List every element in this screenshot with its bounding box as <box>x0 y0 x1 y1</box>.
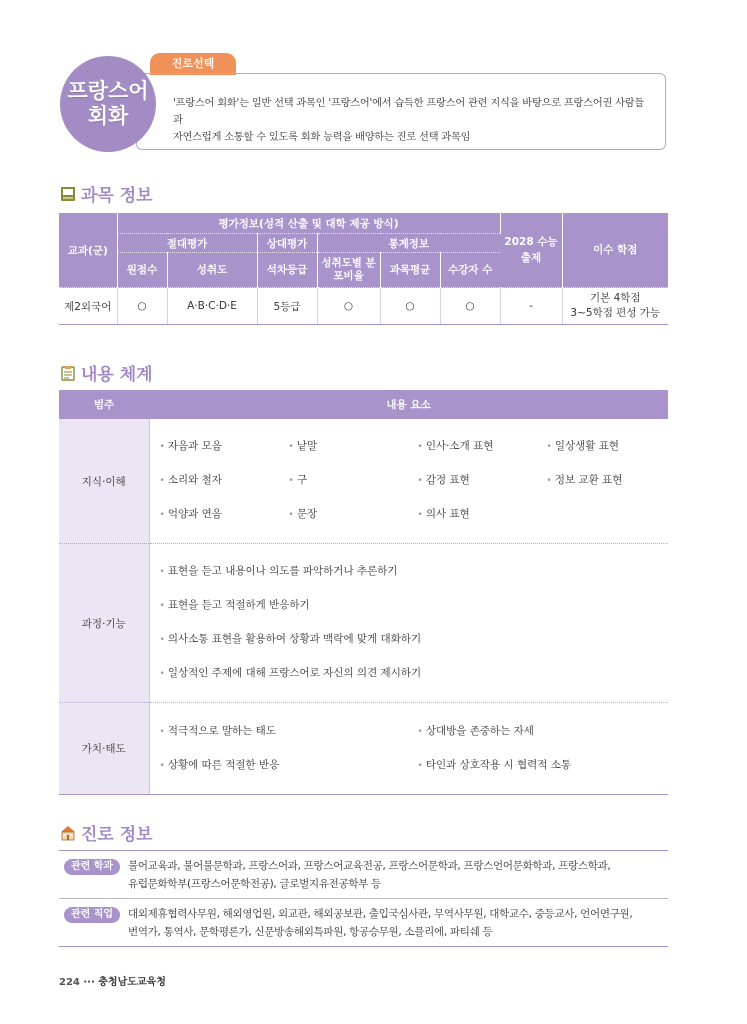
description-line: 자연스럽게 소통할 수 있도록 회화 능력을 배양하는 진로 선택 과목임 <box>173 132 471 143</box>
cell-raw-score: ○ <box>117 288 167 325</box>
cell-group: 제2외국어 <box>59 288 117 325</box>
related-jobs-text: 대외제휴협력사무원, 해외영업원, 외교관, 해외공보관, 출입국심사관, 무역사무원, 대학교수, 중등교사, 언어연구원, 번역가, 통역사, 문학평론가, 신문방송해외특파원, 항공승무원, 소믈리에, 파티쉐 등 <box>128 908 633 938</box>
list-item: • 타인과 상호작용 시 협력적 소통 <box>418 749 676 783</box>
subject-info-table <box>59 213 668 325</box>
col-distribution: 성취도별 분포비율 <box>317 253 380 288</box>
subject-title-line: 프랑스어 <box>67 78 149 103</box>
cell-students: ○ <box>440 288 500 325</box>
subject-title-badge <box>60 56 156 152</box>
col-stats: 통계정보 <box>317 234 500 253</box>
list-item: • 정보 교환 표현 <box>547 464 676 498</box>
career-info <box>59 850 668 947</box>
subject-title-line: 회화 <box>87 104 129 128</box>
category-process: 과정·기능 <box>59 544 149 703</box>
col-raw-score: 원점수 <box>117 253 167 288</box>
section-title: 과목 정보 <box>81 186 153 206</box>
cell-csat: - <box>500 288 562 325</box>
list-item: • 감정 표현 <box>418 464 547 498</box>
related-departments-text: 불어교육과, 불어불문학과, 프랑스어과, 프랑스어교육전공, 프랑스어문학과, 프랑스언어문화학과, 프랑스학과, 유럽문화학부(프랑스어문학전공), 글로벌지유전공학부 등 <box>128 860 611 890</box>
cell-distribution: ○ <box>317 288 380 325</box>
related-departments-row <box>59 850 668 899</box>
list-item: • 표현을 듣고 내용이나 의도를 파악하거나 추론하기 <box>160 555 669 589</box>
publisher: 충청남도교육청 <box>98 977 166 988</box>
list-item: • 적극적으로 말하는 태도 <box>160 715 418 749</box>
list-item: • 상황에 따른 적절한 반응 <box>160 749 418 783</box>
col-csat: 2028 수능 출제 <box>500 213 562 288</box>
list-item: • 상대방을 존중하는 자세 <box>418 715 676 749</box>
col-elements: 내용 요소 <box>149 390 668 419</box>
category-knowledge: 지식·이해 <box>59 419 149 544</box>
values-items <box>149 703 668 795</box>
col-students: 수강자 수 <box>440 253 500 288</box>
content-system-heading <box>60 360 153 385</box>
col-achievement: 성취도 <box>167 253 257 288</box>
clipboard-icon <box>60 365 76 381</box>
course-type-tab: 진로선택 <box>150 53 236 75</box>
col-rank-grade: 석차등급 <box>257 253 317 288</box>
cell-avg: ○ <box>380 288 440 325</box>
list-item: • 문장 <box>289 498 418 532</box>
page-number: 224 <box>59 977 80 988</box>
category-values: 가치·태도 <box>59 703 149 795</box>
list-item: • 인사·소개 표현 <box>418 430 547 464</box>
related-jobs-row <box>59 899 668 947</box>
book-icon <box>60 186 76 202</box>
section-title: 진로 정보 <box>81 825 153 845</box>
list-item: • 자음과 모음 <box>160 430 289 464</box>
school-icon <box>60 825 76 841</box>
col-credits: 이수 학점 <box>562 213 668 288</box>
list-item: • 의사 표현 <box>418 498 547 532</box>
col-avg: 과목평균 <box>380 253 440 288</box>
cell-credits: 기본 4학점 3~5학점 편성 가능 <box>562 288 668 325</box>
list-item: • 억양과 연음 <box>160 498 289 532</box>
related-jobs-badge: 관련 직업 <box>64 907 120 923</box>
list-item: • 구 <box>289 464 418 498</box>
page-footer <box>59 973 166 988</box>
list-item: • 낱말 <box>289 430 418 464</box>
col-group: 교과(군) <box>59 213 117 288</box>
process-items <box>149 544 668 703</box>
knowledge-items <box>149 419 668 544</box>
list-item: • 표현을 듣고 적절하게 반응하기 <box>160 589 669 623</box>
list-item: • 일상적인 주제에 대해 프랑스어로 자신의 의견 제시하기 <box>160 657 669 691</box>
list-item: • 의사소통 표현을 활용하여 상황과 맥락에 맞게 대화하기 <box>160 623 669 657</box>
list-item: • 소리와 철자 <box>160 464 289 498</box>
col-eval-info: 평가정보(성적 산출 및 대학 제공 방식) <box>117 213 500 234</box>
col-category: 범주 <box>59 390 149 419</box>
content-system-table <box>59 390 668 795</box>
col-absolute: 절대평가 <box>117 234 257 253</box>
cell-rank-grade: 5등급 <box>257 288 317 325</box>
career-info-heading <box>60 820 153 845</box>
related-departments-badge: 관련 학과 <box>64 859 120 875</box>
footer-dots: ··· <box>83 977 95 988</box>
col-relative: 상대평가 <box>257 234 317 253</box>
subject-info-heading <box>60 181 153 206</box>
description-line: '프랑스어 회화'는 일반 선택 과목인 '프랑스어'에서 습득한 프랑스어 관련 지식을 바탕으로 프랑스어권 사람들과 <box>173 98 645 126</box>
section-title: 내용 체계 <box>81 365 153 385</box>
cell-achievement: A·B·C·D·E <box>167 288 257 325</box>
list-item: • 일상생활 표현 <box>547 430 676 464</box>
subject-description <box>136 73 666 150</box>
